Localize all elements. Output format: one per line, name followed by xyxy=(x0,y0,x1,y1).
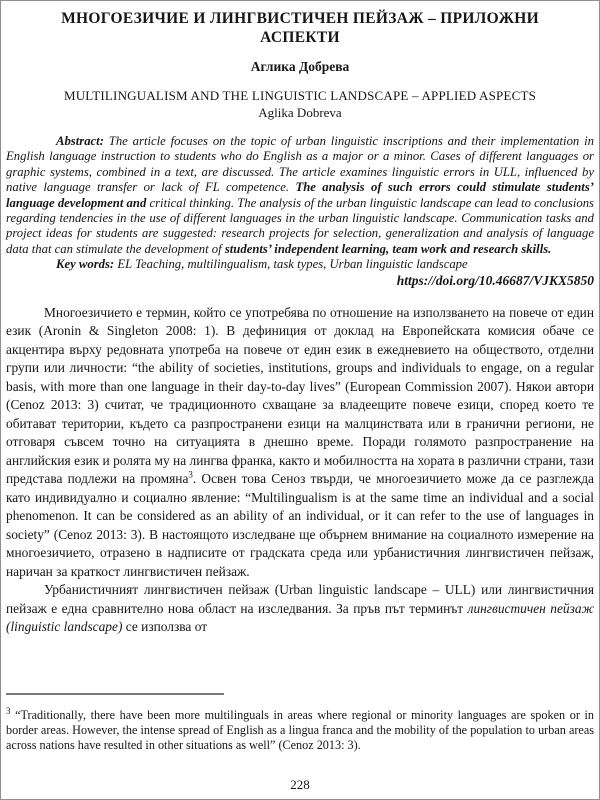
footnote-text-block xyxy=(6,705,594,754)
keywords-line xyxy=(6,257,594,272)
keywords-text: EL Teaching, multilingualism, task types, Urban linguistic landscape xyxy=(114,257,468,272)
abstract-text-1: The article focuses on the topic of urban linguistic inscriptions and their implementation in English language instruction to students who do English as a major or a minor. Cases of different languages or graphic systems, combined in a text, are discussed. The article examines linguistic errors in ULL, influenced by native language transfer or lack of FL competence. xyxy=(6,134,594,195)
body-paragraph-1 xyxy=(6,304,594,582)
page-number: 228 xyxy=(290,777,310,792)
body-p1-text-1: Многоезичието е термин, който се употребява по отношение на използването на повече от един език (Aronin & Singleton 2008: 1). В дефиниция от доклад на Европейската комисия обаче се акцентира върху редовната употреба на повече от един език в ежедневието на обществото, отделни групи или личности: “the ability of societies, institutions, groups and individuals to engage, on a regular basis, with more than one language in their day-to-day lives” (European Commission 2007). Някои автори (Cenoz 2013: 3) считат, че традиционното схващане за владеещите повече езици, според което те обитават територии, където са разпространени езици на малцинствата или в гранични региони, не отговаря съвсем точно на ситуацията в днешно време. Поради голямото разпространение на английския език и ролята му на лингва франка, както и мобилността на хората в различни страни, тази представа подлежи на промяна xyxy=(6,304,594,487)
body-paragraph-2 xyxy=(6,581,594,637)
abstract-text-emphasis-1: The analysis of such errors could stimulate students’ language development and xyxy=(6,180,594,210)
doi-text: https://doi.org/10.46687/VJKX5850 xyxy=(396,272,594,288)
abstract-text-2: critical thinking. The analysis of the urban linguistic landscape can lead to conclusions regarding tendencies in the use of different languages in the urban linguistic landscape. Communication tasks and project ideas for students are suggested: research projects for selection, generalization and analysis of language data that can stimulate the development of xyxy=(6,195,594,256)
abstract-text-emphasis-2: students’ independent learning, team work and research skills. xyxy=(224,241,552,256)
body-p1-text-2: . Освен това Сеноз твърди, че многоезичието може да се разглежда като индивидуално и социално явление: “Multilingualism is at the same time an individual and a social phenomenon. It can be considered as an ability of an individual, or it can refer to the use of languages in society” (Cenoz 2013: 3). В настоящото изследване ще обърнем внимание на социалното измерение на многоезичието, отразено в надписите от градската среда или урбанистичния лингвистичен пейзаж, наричан за краткост лингвистичен пейзаж. xyxy=(6,471,594,579)
abstract-paragraph xyxy=(6,134,594,257)
body-p2-text-1: Урбанистичният лингвистичен пейзаж (Urban linguistic landscape – ULL) или лингвистичния пейзаж е една сравнително нова област на изследвания. За пръв път терминът xyxy=(6,582,594,616)
page-title-en: MULTILINGUALISM AND THE LINGUISTIC LANDSCAPE – APPLIED ASPECTS xyxy=(63,88,537,103)
footnote-number: 3 xyxy=(6,705,11,716)
footnote-separator xyxy=(6,693,224,695)
body-p2-text-2: се използва от xyxy=(122,619,208,635)
title-line-1: МНОГОЕЗИЧИЕ И ЛИНГВИСТИЧЕН ПЕЙЗАЖ – ПРИЛОЖНИ xyxy=(61,10,539,27)
title-line-2: АСПЕКТИ xyxy=(260,28,340,46)
author-name-en: Aglika Dobreva xyxy=(258,105,342,120)
author-name-bg: Аглика Добрева xyxy=(250,59,350,74)
keywords-label: Key words: xyxy=(56,257,115,272)
page-title xyxy=(6,10,594,47)
footnote-reference-mark: 3 xyxy=(188,469,193,480)
body-p2-term-italic: лингвистичен пейзаж (linguistic landscape) xyxy=(6,600,594,635)
footnote-area xyxy=(6,693,594,754)
abstract-label: Abstract: xyxy=(56,134,104,148)
footnote-text: “Traditionally, there have been more multilinguals in areas where regional or minority languages are spoken or in border areas. However, the intense spread of English as a lingua franca and the mobility of the population to urban areas across nations have resulted in other situations as well” (Cenoz 2013: 3). xyxy=(6,708,594,753)
